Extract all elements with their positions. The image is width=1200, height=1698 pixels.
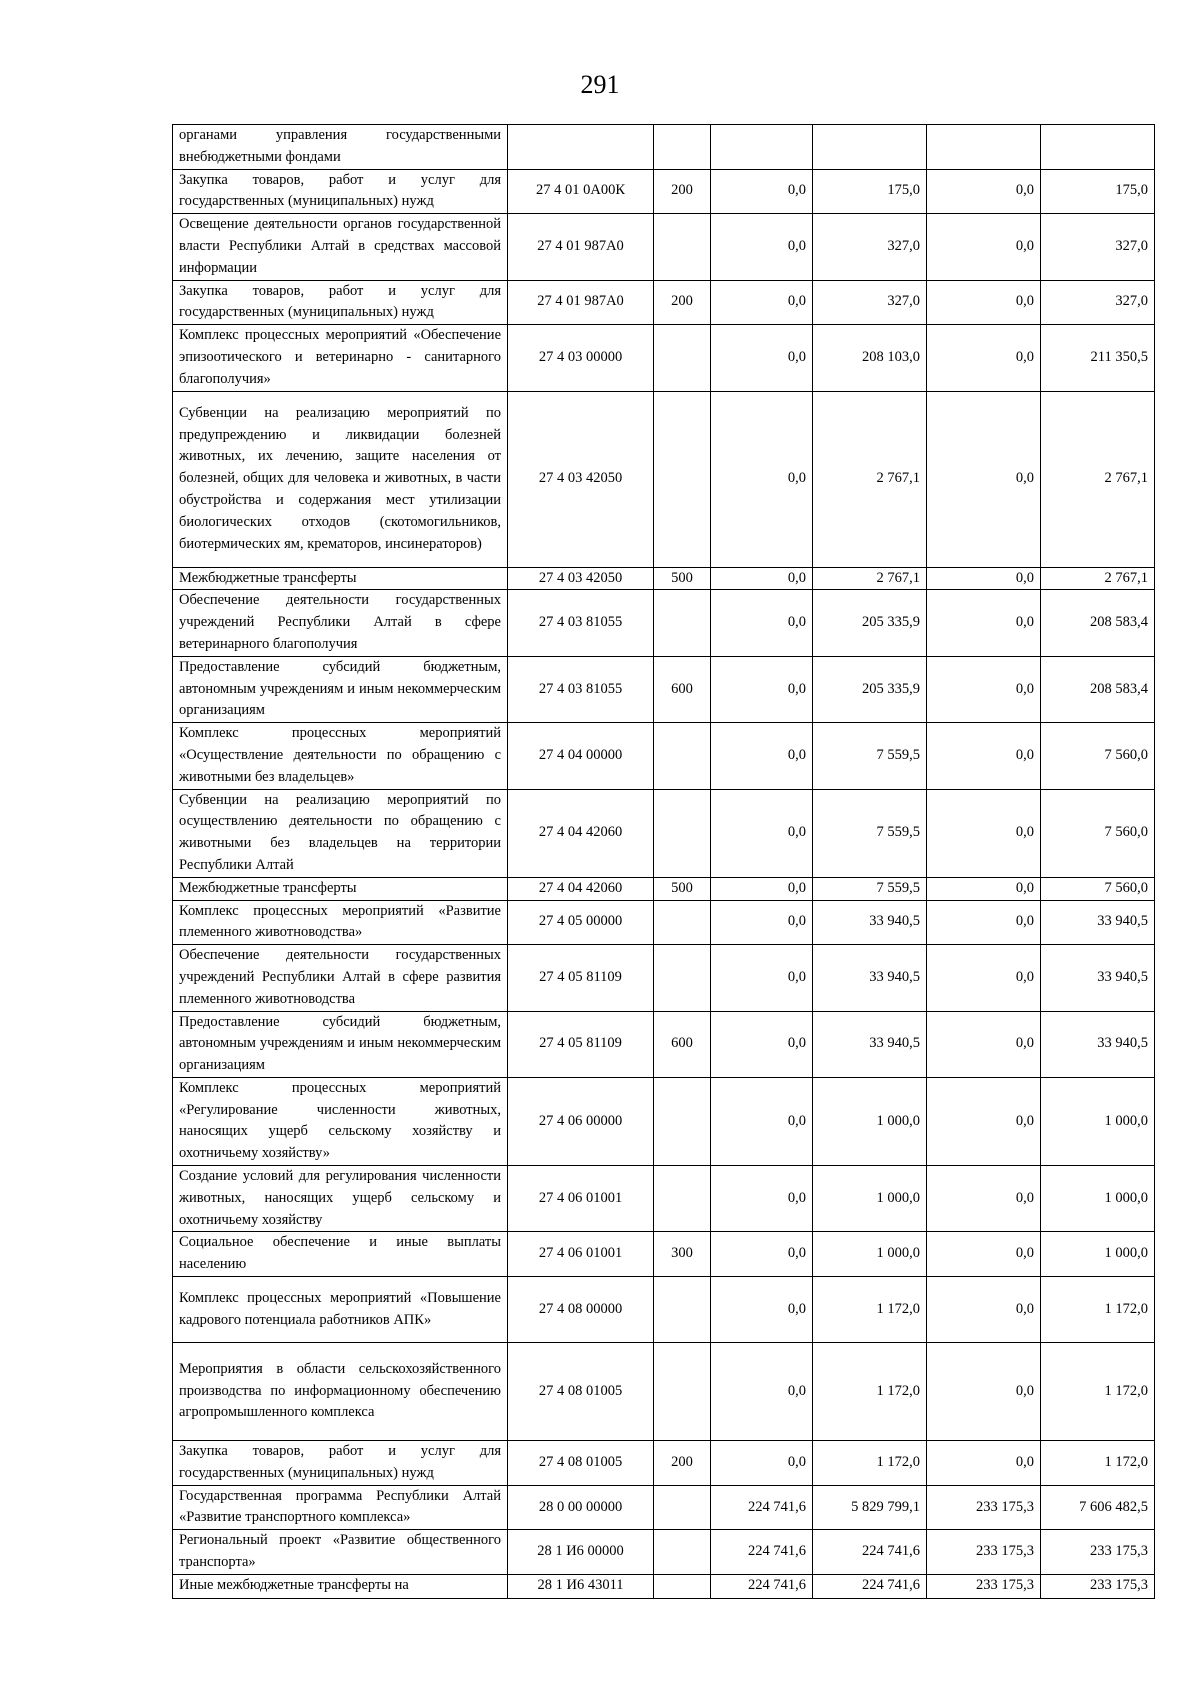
row-value-1-cell: 0,0 <box>711 900 813 945</box>
table-row <box>173 125 1155 170</box>
table-row <box>173 1574 1155 1598</box>
row-type-cell <box>654 900 711 945</box>
row-type-cell: 200 <box>654 169 711 214</box>
row-value-3-cell: 0,0 <box>927 1277 1041 1343</box>
row-value-2-cell: 208 103,0 <box>813 325 927 391</box>
budget-table <box>172 124 1155 1599</box>
row-value-4-cell: 1 172,0 <box>1041 1441 1155 1486</box>
row-code-cell: 27 4 03 81055 <box>508 590 654 656</box>
row-code-cell: 27 4 08 01005 <box>508 1343 654 1441</box>
row-value-4-cell: 211 350,5 <box>1041 325 1155 391</box>
row-value-3-cell <box>927 125 1041 170</box>
row-name-cell: Комплекс процессных мероприятий «Развитие племенного животноводства» <box>173 900 508 945</box>
row-value-3-cell: 0,0 <box>927 945 1041 1011</box>
row-value-2-cell: 1 000,0 <box>813 1166 927 1232</box>
row-value-3-cell: 0,0 <box>927 590 1041 656</box>
row-value-2-cell: 327,0 <box>813 214 927 280</box>
row-type-cell <box>654 325 711 391</box>
row-code-cell: 27 4 05 81109 <box>508 945 654 1011</box>
table-row <box>173 169 1155 214</box>
row-value-3-cell: 0,0 <box>927 1077 1041 1165</box>
row-code-cell: 27 4 04 42060 <box>508 877 654 900</box>
row-name-cell: Предоставление субсидий бюджетным, автономным учреждениям и иным некоммерческим организациям <box>173 1011 508 1077</box>
row-name-cell: Комплекс процессных мероприятий «Обеспечение эпизоотического и ветеринарно - санитарного благополучия» <box>173 325 508 391</box>
row-type-cell <box>654 1343 711 1441</box>
table-row <box>173 1277 1155 1343</box>
row-value-1-cell: 0,0 <box>711 280 813 325</box>
table-row <box>173 723 1155 789</box>
row-type-cell: 300 <box>654 1232 711 1277</box>
row-code-cell: 27 4 03 42050 <box>508 567 654 590</box>
row-value-3-cell: 0,0 <box>927 1343 1041 1441</box>
table-row <box>173 945 1155 1011</box>
row-type-cell <box>654 391 711 567</box>
row-value-1-cell <box>711 125 813 170</box>
row-value-1-cell: 0,0 <box>711 590 813 656</box>
row-name-cell: Иные межбюджетные трансферты на <box>173 1574 508 1598</box>
row-code-cell: 27 4 03 42050 <box>508 391 654 567</box>
table-row <box>173 1166 1155 1232</box>
row-value-4-cell: 1 172,0 <box>1041 1343 1155 1441</box>
row-value-4-cell: 1 000,0 <box>1041 1166 1155 1232</box>
row-name-cell: Социальное обеспечение и иные выплаты населению <box>173 1232 508 1277</box>
row-code-cell: 27 4 01 0А00К <box>508 169 654 214</box>
row-name-cell: органами управления государственными внебюджетными фондами <box>173 125 508 170</box>
row-code-cell: 27 4 08 01005 <box>508 1441 654 1486</box>
row-value-1-cell: 0,0 <box>711 1011 813 1077</box>
row-name-cell: Создание условий для регулирования численности животных, наносящих ущерб сельскому и охотничьему хозяйству <box>173 1166 508 1232</box>
row-code-cell: 27 4 01 987А0 <box>508 280 654 325</box>
table-row <box>173 656 1155 722</box>
row-name-cell: Комплекс процессных мероприятий «Регулирование численности животных, наносящих ущерб сельскому хозяйству и охотничьему хозяйству» <box>173 1077 508 1165</box>
row-value-4-cell: 7 560,0 <box>1041 789 1155 877</box>
table-row <box>173 590 1155 656</box>
row-value-4-cell: 1 172,0 <box>1041 1277 1155 1343</box>
row-value-3-cell: 233 175,3 <box>927 1485 1041 1530</box>
row-type-cell <box>654 125 711 170</box>
row-value-4-cell: 1 000,0 <box>1041 1077 1155 1165</box>
row-type-cell <box>654 590 711 656</box>
row-type-cell <box>654 214 711 280</box>
row-value-2-cell: 7 559,5 <box>813 723 927 789</box>
row-value-1-cell: 0,0 <box>711 325 813 391</box>
row-value-2-cell: 224 741,6 <box>813 1574 927 1598</box>
row-value-4-cell: 7 606 482,5 <box>1041 1485 1155 1530</box>
row-value-1-cell: 0,0 <box>711 1077 813 1165</box>
row-value-1-cell: 0,0 <box>711 1441 813 1486</box>
row-value-1-cell: 0,0 <box>711 214 813 280</box>
row-name-cell: Субвенции на реализацию мероприятий по осуществлению деятельности по обращению с животными без владельцев на территории Республики Алтай <box>173 789 508 877</box>
row-value-1-cell: 0,0 <box>711 945 813 1011</box>
row-code-cell: 28 0 00 00000 <box>508 1485 654 1530</box>
row-name-cell: Межбюджетные трансферты <box>173 567 508 590</box>
row-value-2-cell: 33 940,5 <box>813 1011 927 1077</box>
row-value-2-cell: 2 767,1 <box>813 391 927 567</box>
row-value-1-cell: 0,0 <box>711 1166 813 1232</box>
row-name-cell: Межбюджетные трансферты <box>173 877 508 900</box>
row-value-2-cell: 1 000,0 <box>813 1232 927 1277</box>
row-value-4-cell: 233 175,3 <box>1041 1530 1155 1575</box>
row-value-2-cell: 33 940,5 <box>813 945 927 1011</box>
row-code-cell: 27 4 06 01001 <box>508 1232 654 1277</box>
row-value-2-cell: 1 172,0 <box>813 1343 927 1441</box>
row-value-1-cell: 224 741,6 <box>711 1574 813 1598</box>
row-value-1-cell: 0,0 <box>711 1343 813 1441</box>
row-value-1-cell: 0,0 <box>711 391 813 567</box>
row-type-cell <box>654 723 711 789</box>
row-value-3-cell: 0,0 <box>927 723 1041 789</box>
row-value-2-cell <box>813 125 927 170</box>
row-value-3-cell: 233 175,3 <box>927 1574 1041 1598</box>
row-value-4-cell: 33 940,5 <box>1041 945 1155 1011</box>
row-name-cell: Закупка товаров, работ и услуг для государственных (муниципальных) нужд <box>173 280 508 325</box>
row-name-cell: Мероприятия в области сельскохозяйственного производства по информационному обеспечению агропромышленного комплекса <box>173 1343 508 1441</box>
row-name-cell: Обеспечение деятельности государственных учреждений Республики Алтай в сфере ветеринарного благополучия <box>173 590 508 656</box>
row-value-3-cell: 0,0 <box>927 656 1041 722</box>
row-type-cell <box>654 1166 711 1232</box>
row-value-4-cell: 2 767,1 <box>1041 391 1155 567</box>
row-code-cell: 27 4 06 01001 <box>508 1166 654 1232</box>
row-value-4-cell: 2 767,1 <box>1041 567 1155 590</box>
row-type-cell <box>654 1530 711 1575</box>
table-body <box>173 125 1155 1599</box>
row-name-cell: Региональный проект «Развитие общественного транспорта» <box>173 1530 508 1575</box>
row-value-2-cell: 1 000,0 <box>813 1077 927 1165</box>
row-value-2-cell: 7 559,5 <box>813 789 927 877</box>
row-type-cell: 500 <box>654 877 711 900</box>
page-number: 291 <box>580 70 620 99</box>
row-value-3-cell: 0,0 <box>927 1011 1041 1077</box>
row-type-cell <box>654 1277 711 1343</box>
row-value-4-cell: 175,0 <box>1041 169 1155 214</box>
row-code-cell: 28 1 И6 43011 <box>508 1574 654 1598</box>
table-row <box>173 1530 1155 1575</box>
row-code-cell: 27 4 05 81109 <box>508 1011 654 1077</box>
row-code-cell: 27 4 04 42060 <box>508 789 654 877</box>
row-name-cell: Обеспечение деятельности государственных учреждений Республики Алтай в сфере развития племенного животноводства <box>173 945 508 1011</box>
table-row <box>173 1441 1155 1486</box>
row-value-3-cell: 0,0 <box>927 1232 1041 1277</box>
row-type-cell <box>654 1077 711 1165</box>
row-value-4-cell: 33 940,5 <box>1041 1011 1155 1077</box>
row-code-cell: 27 4 03 81055 <box>508 656 654 722</box>
row-type-cell <box>654 1574 711 1598</box>
row-type-cell <box>654 789 711 877</box>
table-row <box>173 1011 1155 1077</box>
row-value-3-cell: 0,0 <box>927 169 1041 214</box>
row-value-2-cell: 5 829 799,1 <box>813 1485 927 1530</box>
row-name-cell: Комплекс процессных мероприятий «Осуществление деятельности по обращению с животными без владельцев» <box>173 723 508 789</box>
row-value-1-cell: 224 741,6 <box>711 1485 813 1530</box>
table-row <box>173 789 1155 877</box>
row-value-2-cell: 205 335,9 <box>813 590 927 656</box>
row-value-4-cell: 208 583,4 <box>1041 590 1155 656</box>
row-value-1-cell: 224 741,6 <box>711 1530 813 1575</box>
table-row <box>173 214 1155 280</box>
row-code-cell: 27 4 03 00000 <box>508 325 654 391</box>
row-value-2-cell: 224 741,6 <box>813 1530 927 1575</box>
row-value-3-cell: 0,0 <box>927 391 1041 567</box>
row-value-4-cell <box>1041 125 1155 170</box>
row-code-cell: 27 4 04 00000 <box>508 723 654 789</box>
table-row <box>173 325 1155 391</box>
row-value-3-cell: 0,0 <box>927 280 1041 325</box>
row-type-cell <box>654 1485 711 1530</box>
row-code-cell: 27 4 01 987А0 <box>508 214 654 280</box>
row-code-cell: 28 1 И6 00000 <box>508 1530 654 1575</box>
row-value-3-cell: 0,0 <box>927 214 1041 280</box>
row-type-cell: 600 <box>654 656 711 722</box>
row-name-cell: Субвенции на реализацию мероприятий по предупреждению и ликвидации болезней животных, их лечению, защите населения от болезней, общих для человека и животных, в части обустройства и содержания мест утилизации биологических отходов (скотомогильников, биотермических ям, крематоров, инсинераторов) <box>173 391 508 567</box>
table-row <box>173 1343 1155 1441</box>
row-name-cell: Освещение деятельности органов государственной власти Республики Алтай в средствах массовой информации <box>173 214 508 280</box>
row-value-2-cell: 1 172,0 <box>813 1441 927 1486</box>
row-value-1-cell: 0,0 <box>711 789 813 877</box>
row-value-4-cell: 208 583,4 <box>1041 656 1155 722</box>
row-value-4-cell: 327,0 <box>1041 214 1155 280</box>
row-value-3-cell: 0,0 <box>927 567 1041 590</box>
row-value-2-cell: 205 335,9 <box>813 656 927 722</box>
table-row <box>173 900 1155 945</box>
row-type-cell: 500 <box>654 567 711 590</box>
row-value-4-cell: 7 560,0 <box>1041 723 1155 789</box>
row-value-1-cell: 0,0 <box>711 169 813 214</box>
row-value-3-cell: 0,0 <box>927 1441 1041 1486</box>
row-type-cell: 200 <box>654 1441 711 1486</box>
row-type-cell: 200 <box>654 280 711 325</box>
row-value-1-cell: 0,0 <box>711 656 813 722</box>
row-value-3-cell: 0,0 <box>927 1166 1041 1232</box>
row-value-2-cell: 2 767,1 <box>813 567 927 590</box>
row-value-1-cell: 0,0 <box>711 567 813 590</box>
table-row <box>173 1232 1155 1277</box>
row-name-cell: Закупка товаров, работ и услуг для государственных (муниципальных) нужд <box>173 169 508 214</box>
row-value-2-cell: 7 559,5 <box>813 877 927 900</box>
row-code-cell: 27 4 08 00000 <box>508 1277 654 1343</box>
row-type-cell: 600 <box>654 1011 711 1077</box>
table-row <box>173 1485 1155 1530</box>
row-type-cell <box>654 945 711 1011</box>
row-name-cell: Комплекс процессных мероприятий «Повышение кадрового потенциала работников АПК» <box>173 1277 508 1343</box>
row-value-2-cell: 175,0 <box>813 169 927 214</box>
row-value-2-cell: 1 172,0 <box>813 1277 927 1343</box>
row-code-cell: 27 4 06 00000 <box>508 1077 654 1165</box>
row-value-3-cell: 233 175,3 <box>927 1530 1041 1575</box>
table-row <box>173 1077 1155 1165</box>
table-row <box>173 567 1155 590</box>
table-row <box>173 877 1155 900</box>
row-value-3-cell: 0,0 <box>927 325 1041 391</box>
row-value-4-cell: 33 940,5 <box>1041 900 1155 945</box>
row-name-cell: Закупка товаров, работ и услуг для государственных (муниципальных) нужд <box>173 1441 508 1486</box>
row-value-1-cell: 0,0 <box>711 723 813 789</box>
table-row <box>173 280 1155 325</box>
table-row <box>173 391 1155 567</box>
row-value-1-cell: 0,0 <box>711 1277 813 1343</box>
row-value-4-cell: 1 000,0 <box>1041 1232 1155 1277</box>
row-name-cell: Предоставление субсидий бюджетным, автономным учреждениям и иным некоммерческим организациям <box>173 656 508 722</box>
row-value-4-cell: 7 560,0 <box>1041 877 1155 900</box>
row-value-1-cell: 0,0 <box>711 877 813 900</box>
row-value-3-cell: 0,0 <box>927 900 1041 945</box>
row-value-2-cell: 327,0 <box>813 280 927 325</box>
row-value-1-cell: 0,0 <box>711 1232 813 1277</box>
row-code-cell: 27 4 05 00000 <box>508 900 654 945</box>
row-name-cell: Государственная программа Республики Алтай «Развитие транспортного комплекса» <box>173 1485 508 1530</box>
row-value-4-cell: 233 175,3 <box>1041 1574 1155 1598</box>
row-value-2-cell: 33 940,5 <box>813 900 927 945</box>
row-value-4-cell: 327,0 <box>1041 280 1155 325</box>
row-code-cell <box>508 125 654 170</box>
row-value-3-cell: 0,0 <box>927 877 1041 900</box>
row-value-3-cell: 0,0 <box>927 789 1041 877</box>
